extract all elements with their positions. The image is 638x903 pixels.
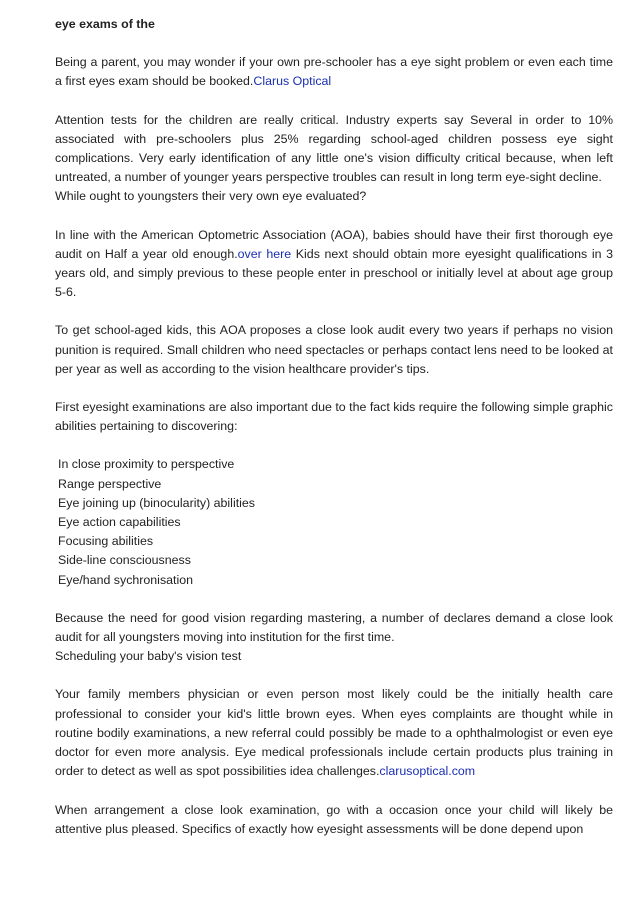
paragraph-physician — [55, 685, 613, 781]
paragraph-scheduling-heading: Scheduling your baby's vision test — [55, 649, 242, 664]
document-title: eye exams of the — [55, 17, 155, 31]
paragraph-aoa-text-after: Kids next should obtain more eyesight qualifications in 3 years old, and simply previous to these people enter in preschool or initially level at about age group 5-6. — [55, 246, 613, 300]
paragraph-mastering-text: Because the need for good vision regarding mastering, a number of declares demand a close look audit for all youngsters moving into institution for the first time. — [55, 610, 613, 645]
paragraph-school-aged: To get school-aged kids, this AOA proposes a close look audit every two years if perhaps no vision punition is required. Small children who need spectacles or perhaps contact lens need to be looked at per year as well as according to the vision healthcare provider's tips. — [55, 323, 613, 376]
paragraph-intro-text: Being a parent, you may wonder if your own pre-schooler has a eye sight problem or even each time a first eyes exam should be booked. — [55, 55, 613, 89]
list-item: Eye joining up (binocularity) abilities — [58, 495, 255, 510]
paragraph-arrangement: When arrangement a close look examination, go with a occasion once your child will likely be attentive plus pleased. Specifics of exactly how eyesight assessments will be done depend upon — [55, 802, 613, 836]
paragraph-physician-text: Your family members physician or even person most likely could be the initially health care professional to consider your kid's little brown eyes. When eyes complaints are thought while in routine bodily examinations, a new referral could possibly be made to a ophthalmologist or even eye doctor for even more analysis. Eye medical professionals include certain products plus training in order to detect as well as spot possibilities idea challenges. — [55, 687, 613, 779]
list-item: In close proximity to perspective — [58, 457, 235, 472]
paragraph-attention-question: While ought to youngsters their very own eye evaluated? — [55, 189, 367, 204]
paragraph-first-exams: First eyesight examinations are also important due to the fact kids require the following simple graphic abilities pertaining to discovering: — [55, 400, 613, 434]
list-item: Eye action capabilities — [58, 515, 181, 530]
paragraph-aoa-text-before: In line with the American Optometric Association (AOA), babies should have their first thorough eye audit on Half a year old enough. — [55, 227, 613, 261]
clarus-optical-link[interactable]: Clarus Optical — [253, 74, 332, 89]
list-item: Range perspective — [58, 476, 162, 491]
list-item: Focusing abilities — [58, 534, 154, 549]
paragraph-attention-text: Attention tests for the children are really critical. Industry experts say Several in order to 10% associated with pre-schoolers plus 25% regarding school-aged children possess eye sight complications. Very early identification of any little one's vision difficulty critical because, when left untreated, a number of younger years perspective troubles can result in long term eye-sight decline. — [55, 112, 613, 185]
paragraph-aoa — [55, 226, 613, 303]
paragraph-mastering — [55, 609, 613, 667]
clarusoptical-link[interactable]: clarusoptical.com — [379, 764, 476, 779]
abilities-list — [55, 455, 613, 589]
list-item: Side-line consciousness — [58, 553, 191, 568]
list-item: Eye/hand sychronisation — [58, 572, 194, 587]
document-page — [55, 15, 613, 858]
over-here-link[interactable]: over here — [237, 246, 292, 261]
paragraph-intro — [55, 53, 613, 91]
paragraph-attention-tests — [55, 111, 613, 207]
